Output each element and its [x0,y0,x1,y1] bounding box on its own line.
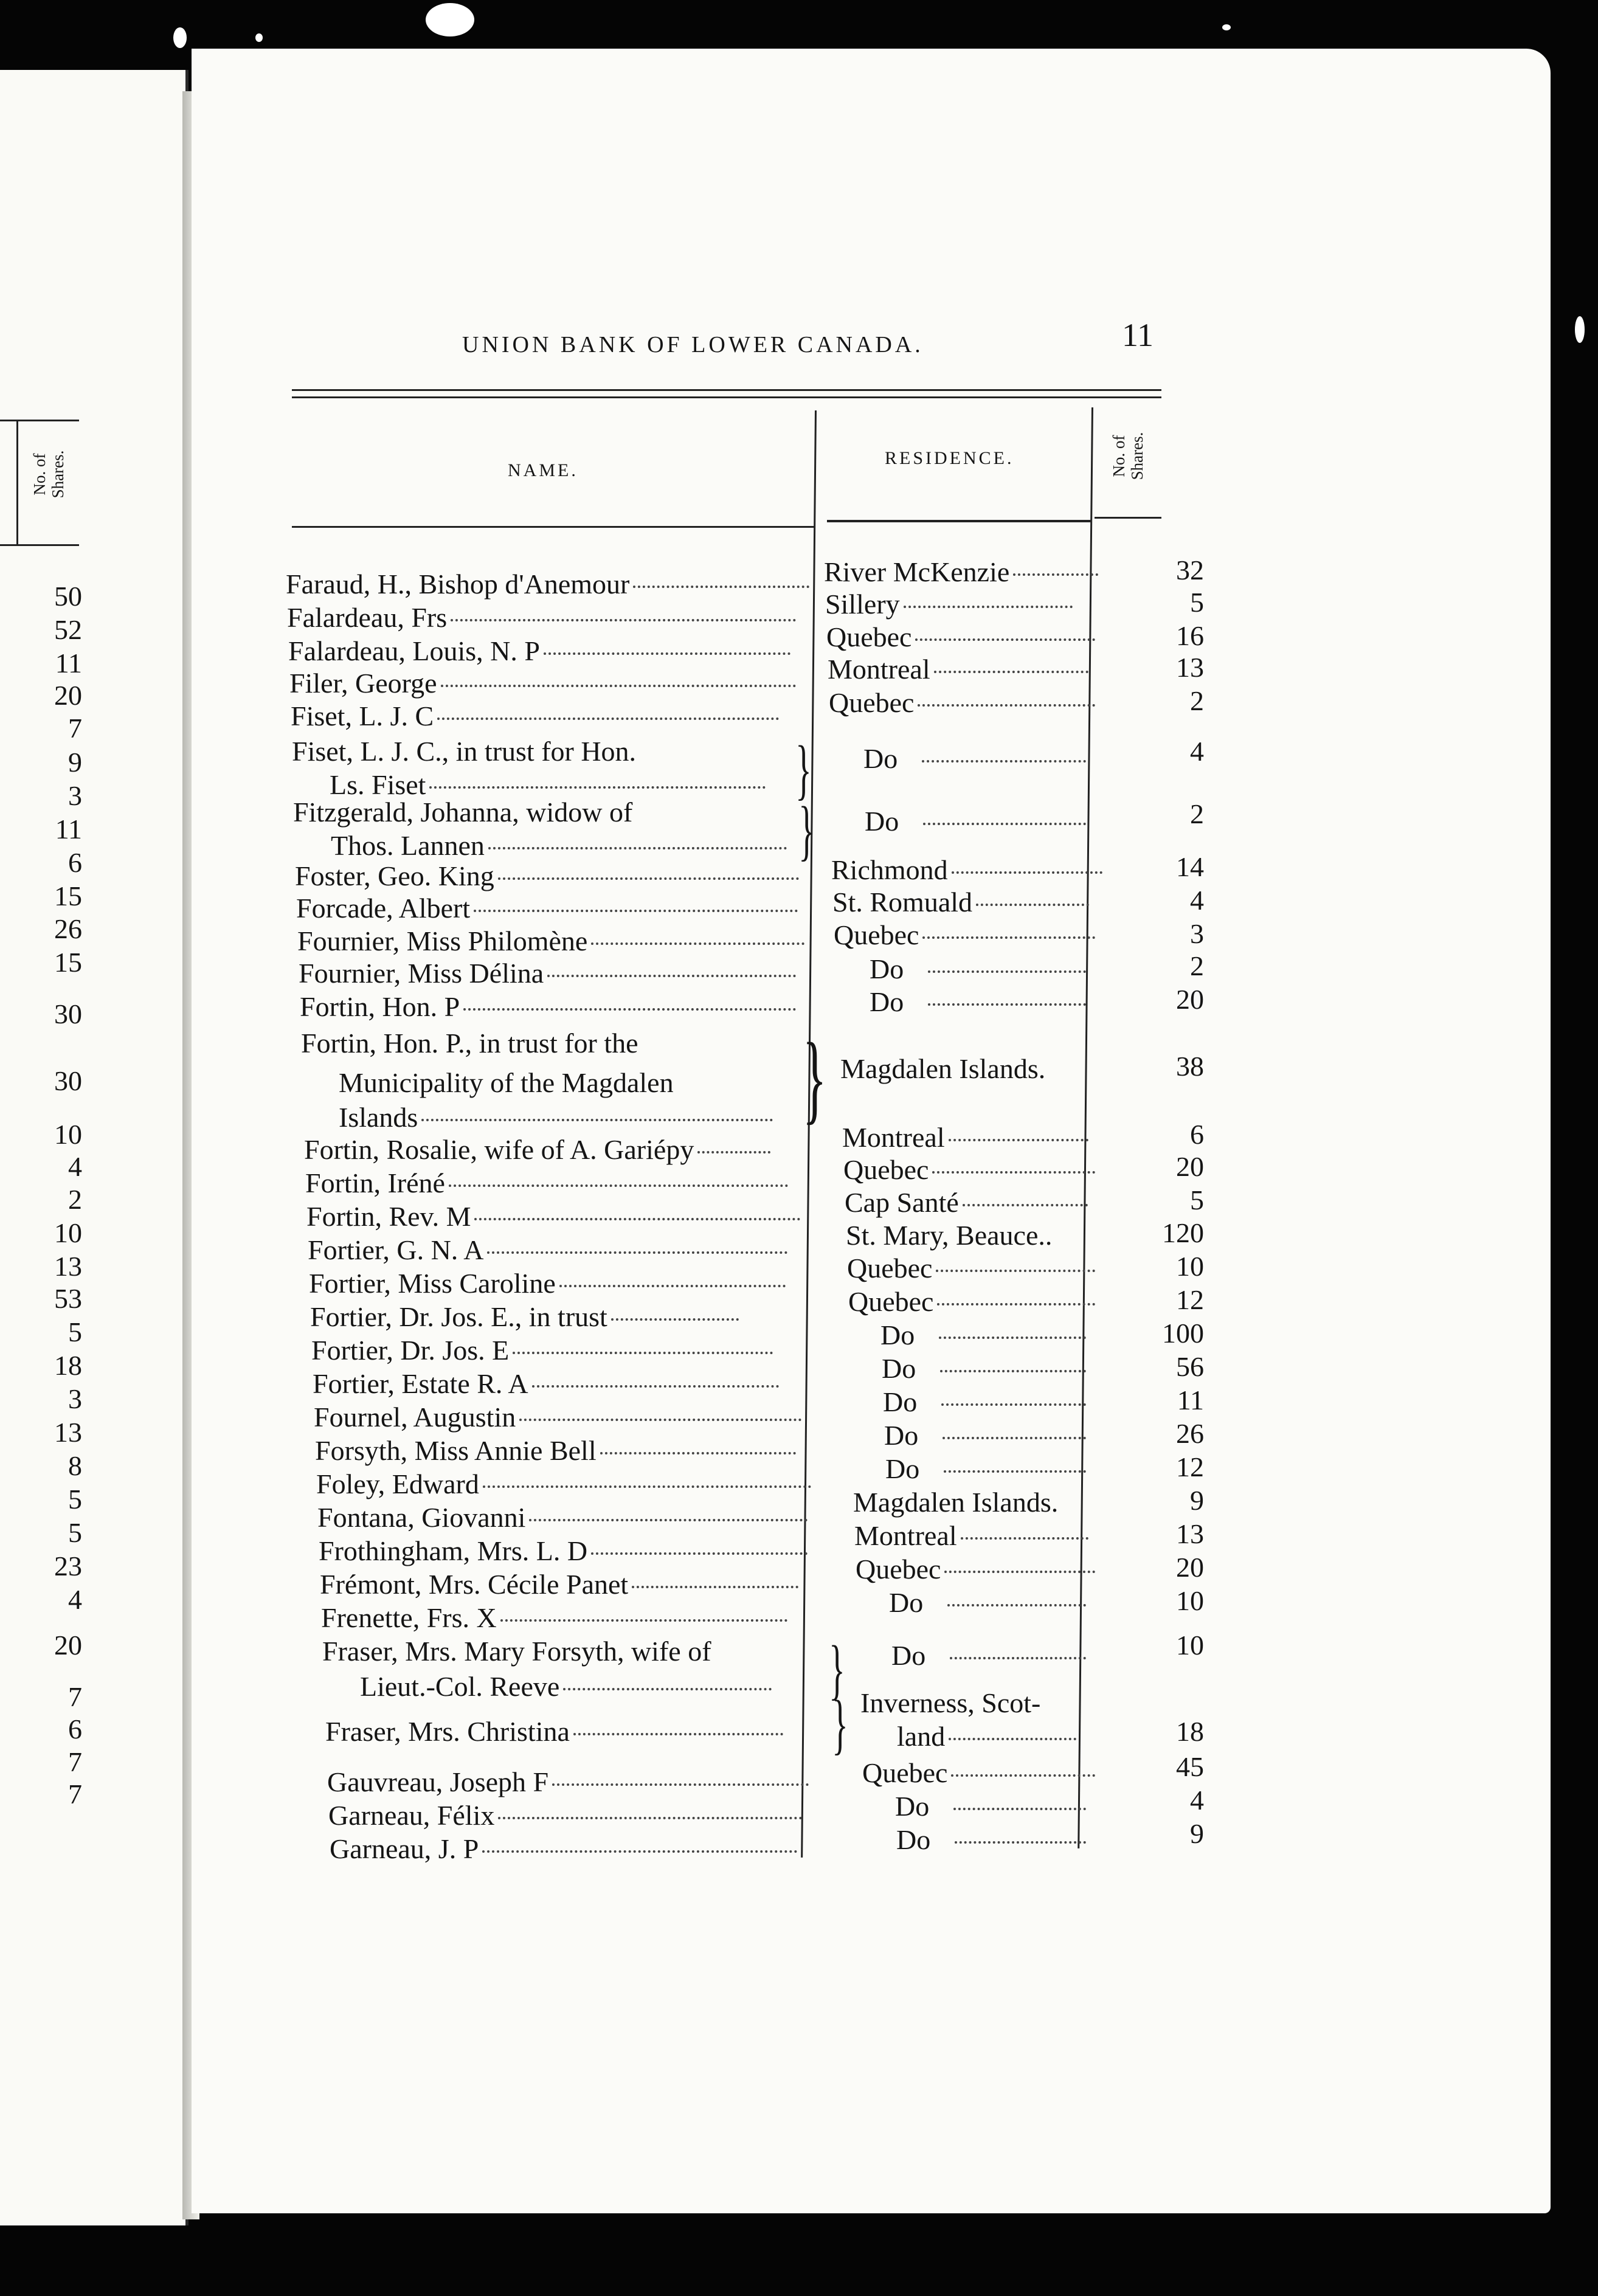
number-of-shares: 2 [1190,798,1204,829]
left-shares-value: 5 [68,1517,82,1548]
residence-text: Do [895,1791,930,1822]
leader-dots [950,1657,1086,1659]
residence [889,1587,1086,1619]
residence-text: St. Mary, Beauce.. [846,1220,1053,1251]
shareholder-name-text: Forcade, Albert [296,893,471,924]
shareholder-name-continued [360,1671,772,1703]
shareholder-name [317,1502,808,1534]
left-shares-value: 6 [68,847,82,878]
shareholder-name [330,1833,797,1865]
shareholder-name-text: Fournier, Miss Philomène [297,925,588,956]
shareholder-name-text: Fournier, Miss Délina [299,958,544,989]
left-shares-value: 6 [68,1713,82,1744]
shareholder-name [327,1766,809,1798]
residence [828,654,1088,685]
shareholder-name [291,700,779,732]
shareholder-name-text: Fortin, Hon. P., in trust for the [301,1028,638,1059]
shares-header-line1: No. of [1110,435,1128,477]
shareholder-name [311,1335,773,1366]
number-of-shares: 2 [1190,685,1204,716]
shareholder-name-text: Fiset, L. J. C [291,700,434,731]
shareholder-name-text: Fortier, G. N. A [308,1234,484,1265]
residence-text: Cap Santé [845,1187,959,1218]
leader-dots [934,671,1088,673]
left-shares-value: 9 [68,747,82,778]
leader-dots [961,1537,1088,1540]
leader-dots [937,1303,1095,1305]
leader-dots [923,823,1086,825]
leader-dots [941,1403,1086,1406]
number-of-shares: 56 [1176,1351,1204,1382]
number-of-shares: 5 [1190,587,1204,618]
left-shares-value: 2 [68,1184,82,1215]
left-column-rule [16,420,18,544]
shareholder-name-text: Foster, Geo. King [295,860,494,891]
residence-text: Quebec [848,1286,934,1317]
residence [847,1253,1095,1284]
residence-text: Do [882,1353,916,1384]
number-of-shares: 4 [1190,736,1204,767]
shareholder-name [292,736,636,767]
leader-dots [949,1738,1076,1740]
left-shares-value: 13 [54,1417,82,1448]
leader-dots [483,1485,811,1488]
leader-dots [697,1151,770,1153]
residence [846,1220,1052,1251]
leader-dots [955,1841,1086,1844]
running-title: UNION BANK OF LOWER CANADA. [462,332,924,358]
residence-text: Montreal [828,654,930,685]
residence [884,1420,1086,1451]
shares-header-rule [1095,517,1161,519]
left-shares-value: 3 [68,780,82,811]
shareholder-name [306,1201,800,1233]
residence [824,556,1098,588]
number-of-shares: 11 [1177,1385,1204,1416]
residence [896,1824,1086,1856]
residence-text: Do [885,1453,920,1484]
shareholder-name-continued [331,830,787,862]
left-shares-value: 52 [54,614,82,645]
shareholder-name [293,797,632,828]
residence-text: Quebec [856,1554,941,1585]
residence-text: Montreal [854,1520,957,1551]
residence-text: Magdalen Islands. [840,1053,1046,1084]
number-of-shares: 5 [1190,1184,1204,1215]
shareholder-name [297,925,804,957]
residence-text: Quebec [843,1154,929,1185]
leader-dots [429,786,766,789]
leader-dots [451,619,796,621]
residence [832,887,1089,918]
left-header-rule-bottom [0,544,79,546]
shareholder-name-text: Gauvreau, Joseph F [327,1766,549,1797]
residence-continued [897,1721,1076,1752]
shareholder-name [305,1167,788,1199]
residence [885,1453,1086,1485]
left-shares-header-line2: Shares. [49,450,67,499]
left-shares-value: 5 [68,1316,82,1347]
residence-text: Inverness, Scot- [860,1687,1041,1718]
shareholder-name-continued-text: Islands [339,1102,418,1133]
shareholder-name [315,1435,796,1467]
leader-dots [611,1318,739,1321]
number-of-shares: 10 [1176,1630,1204,1661]
shareholder-name [287,602,796,634]
residence [834,919,1095,951]
shareholder-name-text: Garneau, Félix [328,1800,495,1831]
left-shares-value: 7 [68,713,82,744]
number-of-shares: 6 [1190,1119,1204,1150]
residence-text: Quebec [834,919,919,950]
leader-dots [532,1385,779,1388]
leader-dots [922,936,1095,939]
residence-text: Do [865,806,899,837]
number-of-shares: 20 [1176,1552,1204,1583]
shareholder-name-text: Fitzgerald, Johanna, widow of [293,797,633,828]
residence-text: Do [891,1640,926,1671]
shareholder-name [316,1468,811,1500]
left-shares-value: 7 [68,1746,82,1777]
shareholder-name-text: Forsyth, Miss Annie Bell [315,1435,597,1466]
name-column-header: NAME. [508,460,578,480]
left-shares-value: 8 [68,1450,82,1481]
residence [882,1353,1086,1385]
residence [860,1687,1040,1719]
shareholder-name-continued-text: Municipality of the Magdalen [339,1067,674,1098]
leader-dots [474,1218,800,1220]
shareholder-name [295,860,799,892]
shareholder-name [322,1636,711,1667]
number-of-shares: 32 [1176,555,1204,586]
shareholder-name-text: Frémont, Mrs. Cécile Panet [320,1569,629,1600]
residence-text: Do [889,1587,924,1618]
shareholder-name [325,1716,783,1748]
leader-dots [487,1251,787,1254]
leader-dots [947,1604,1086,1606]
residence [895,1791,1086,1822]
number-of-shares: 20 [1176,1151,1204,1182]
shareholder-name-text: Fraser, Mrs. Christina [325,1716,570,1747]
shareholder-name-text: Fortier, Miss Caroline [309,1268,556,1299]
left-shares-value: 15 [54,880,82,911]
leader-dots [944,1571,1095,1573]
number-of-shares: 18 [1176,1716,1204,1747]
residence [825,589,1073,620]
left-shares-value: 15 [54,947,82,978]
left-shares-value: 11 [55,814,82,845]
shareholder-name [308,1234,787,1266]
shareholder-name-text: Frenette, Frs. X [321,1602,497,1633]
shareholder-name [286,569,809,600]
leader-dots [976,904,1089,906]
previous-page-edge [0,70,189,2225]
residence-text: Quebec [862,1757,948,1788]
leader-dots [544,652,790,655]
leader-dots [463,1008,796,1011]
residence-text: St. Romuald [832,887,973,918]
shareholder-name-text: Fortier, Dr. Jos. E [311,1335,510,1366]
leader-dots [559,1285,786,1287]
residence [842,1122,1088,1153]
name-header-rule [292,526,815,528]
leader-dots [591,942,804,945]
shareholder-name-continued-text: Lieut.-Col. Reeve [360,1671,560,1702]
left-shares-value: 18 [54,1350,82,1381]
number-of-shares: 10 [1176,1585,1204,1616]
shareholder-name-text: Garneau, J. P [330,1833,479,1864]
residence [843,1154,1095,1186]
leader-dots [441,685,796,687]
leader-dots [547,975,796,977]
shareholder-name [289,668,796,699]
number-of-shares: 2 [1190,950,1204,981]
residence-text: Quebec [829,687,915,718]
number-of-shares: 10 [1176,1251,1204,1282]
left-shares-value: 20 [54,680,82,711]
left-shares-value: 50 [54,581,82,612]
leader-dots [932,1171,1095,1174]
shareholder-name-text: Fortin, Rosalie, wife of A. Gariépy [304,1134,694,1165]
number-of-shares: 100 [1162,1318,1204,1349]
leader-dots [1013,573,1098,576]
shareholder-name [320,1569,798,1600]
leader-dots [529,1519,808,1521]
shareholder-name-continued [339,1067,674,1099]
leader-dots [482,1850,797,1853]
shareholder-name [288,635,790,667]
leader-dots [437,718,779,720]
left-shares-value: 10 [54,1217,82,1248]
number-of-shares: 20 [1176,984,1204,1015]
residence [845,1187,1088,1219]
leader-dots [915,638,1095,641]
leader-dots [449,1184,788,1187]
residence-text: River McKenzie [824,556,1010,587]
leader-dots [928,1003,1086,1006]
leader-dots [944,1470,1086,1473]
residence [854,1520,1088,1552]
shareholder-name-text: Falardeau, Louis, N. P [288,635,540,666]
shareholder-name [328,1800,802,1831]
grouping-brace: } [795,732,812,806]
shareholder-name-text: Fortier, Estate R. A [313,1368,528,1399]
left-shares-value: 7 [68,1779,82,1810]
leader-dots [591,1552,808,1555]
leader-dots [600,1452,796,1454]
residence-text: Quebec [826,621,912,652]
residence [826,621,1095,653]
shareholder-name [309,1268,786,1299]
residence-text: Do [870,986,904,1017]
shareholder-name [300,991,796,1023]
residence [856,1554,1095,1585]
leader-dots [922,760,1086,762]
residence [848,1286,1095,1318]
residence-text: Quebec [847,1253,933,1284]
residence [891,1640,1086,1672]
residence-text: Montreal [842,1122,945,1153]
leader-dots [963,1204,1088,1206]
residence-text: Richmond [831,854,948,885]
residence-text: Do [884,1420,919,1451]
left-shares-value: 4 [68,1151,82,1182]
leader-dots [474,910,798,912]
leader-dots [573,1733,783,1735]
leader-dots [498,1817,802,1819]
shareholder-name-text: Fournel, Augustin [314,1402,516,1433]
residence-text: Do [870,953,904,984]
table-top-rule-2 [292,396,1161,398]
shareholder-name [321,1602,787,1634]
residence [883,1386,1086,1418]
leader-dots [940,1370,1086,1372]
left-shares-value: 30 [54,1065,82,1096]
residence [880,1319,1086,1351]
leader-dots [918,704,1095,707]
number-of-shares: 4 [1190,885,1204,916]
grouping-brace: } [798,793,815,867]
shareholder-name-text: Faraud, H., Bishop d'Anemour [286,569,630,600]
leader-dots [633,586,809,588]
grouping-brace: } [832,1687,848,1761]
leader-dots [928,970,1086,973]
leader-dots [936,1270,1095,1272]
left-shares-value: 26 [54,913,82,944]
leader-dots [939,1336,1086,1339]
number-of-shares: 12 [1176,1451,1204,1482]
leader-dots [500,1619,787,1622]
number-of-shares: 26 [1176,1418,1204,1449]
number-of-shares: 4 [1190,1785,1204,1816]
residence [865,806,1086,837]
left-shares-header-line1: No. of [30,453,49,496]
left-shares-value: 10 [54,1119,82,1150]
shareholder-name [310,1301,739,1333]
residence-text: Do [896,1824,931,1855]
residence [870,953,1086,985]
grouping-brace: } [802,1022,827,1133]
number-of-shares: 16 [1176,620,1204,651]
shares-header-line2: Shares. [1128,432,1146,480]
shareholder-name [319,1535,808,1567]
shareholder-name-continued [339,1102,773,1133]
shareholder-name [313,1368,779,1400]
left-shares-value: 3 [68,1383,82,1414]
leader-dots [488,847,787,849]
residence [840,1053,1045,1085]
residence [870,986,1086,1018]
left-shares-value: 20 [54,1630,82,1661]
residence-text: Magdalen Islands. [853,1487,1059,1518]
leader-dots [952,871,1102,874]
left-shares-value: 53 [54,1283,82,1314]
number-of-shares: 3 [1190,918,1204,949]
leader-dots [949,1139,1088,1141]
shareholder-name-text: Fortin, Rev. M [306,1201,471,1232]
leader-dots [563,1688,772,1690]
shareholder-name-text: Foley, Edward [316,1468,479,1499]
number-of-shares: 9 [1190,1485,1204,1516]
left-header-rule-top [0,420,79,421]
residence [863,743,1086,775]
residence-text: Do [863,743,898,774]
shareholder-name [301,1028,638,1059]
residence-continued-text: land [897,1721,946,1752]
shareholder-name-text: Fraser, Mrs. Mary Forsyth, wife of [322,1636,711,1667]
number-of-shares: 45 [1176,1751,1204,1782]
left-shares-value: 13 [54,1251,82,1282]
leader-dots [632,1586,798,1588]
residence [829,687,1095,719]
shareholder-name-text: Fortier, Dr. Jos. E., in trust [310,1301,607,1332]
leader-dots [421,1119,773,1121]
shareholder-name [314,1402,801,1433]
shareholder-name-text: Filer, George [289,668,437,699]
leader-dots [943,1437,1086,1439]
leader-dots [904,606,1073,608]
shareholder-name-text: Frothingham, Mrs. L. D [319,1535,588,1566]
leader-dots [519,1419,801,1421]
leader-dots [513,1352,773,1354]
number-of-shares: 14 [1176,851,1204,882]
left-shares-value: 5 [68,1484,82,1515]
leader-dots [951,1774,1095,1777]
shareholder-name [296,893,798,924]
residence [862,1757,1095,1789]
shareholder-name-text: Fiset, L. J. C., in trust for Hon. [292,736,637,767]
residence-text: Do [880,1319,915,1350]
number-of-shares: 38 [1176,1051,1204,1082]
number-of-shares: 120 [1162,1217,1204,1248]
leader-dots [498,877,799,880]
shareholder-name [299,958,796,989]
residence-text: Sillery [825,589,900,620]
residence-column-header: RESIDENCE. [885,448,1014,468]
left-shares-value: 7 [68,1681,82,1712]
leader-dots [953,1808,1086,1810]
shareholder-name-text: Fortin, Hon. P [300,991,460,1022]
leader-dots [552,1783,809,1786]
residence-header-rule [827,520,1091,522]
left-shares-value: 4 [68,1584,82,1615]
shareholder-name-text: Falardeau, Frs [287,602,448,633]
shareholder-name [304,1134,770,1166]
table-top-rule [292,389,1161,391]
residence [853,1487,1058,1518]
shareholder-name-text: Fortin, Iréné [305,1167,445,1198]
left-shares-value: 30 [54,998,82,1029]
shareholder-name-continued-text: Ls. Fiset [330,769,426,800]
number-of-shares: 9 [1190,1818,1204,1849]
number-of-shares: 12 [1176,1284,1204,1315]
left-shares-value: 11 [55,648,82,679]
number-of-shares: 13 [1176,1518,1204,1549]
number-of-shares: 13 [1176,652,1204,683]
shares-column-header [1110,420,1152,493]
left-shares-value: 23 [54,1551,82,1582]
residence-text: Do [883,1386,918,1417]
grouping-brace: } [829,1632,845,1706]
shareholder-name-text: Fontana, Giovanni [317,1502,526,1533]
shareholder-name-continued-text: Thos. Lannen [331,830,485,861]
page-number: 11 [1122,317,1154,353]
residence [831,854,1102,886]
